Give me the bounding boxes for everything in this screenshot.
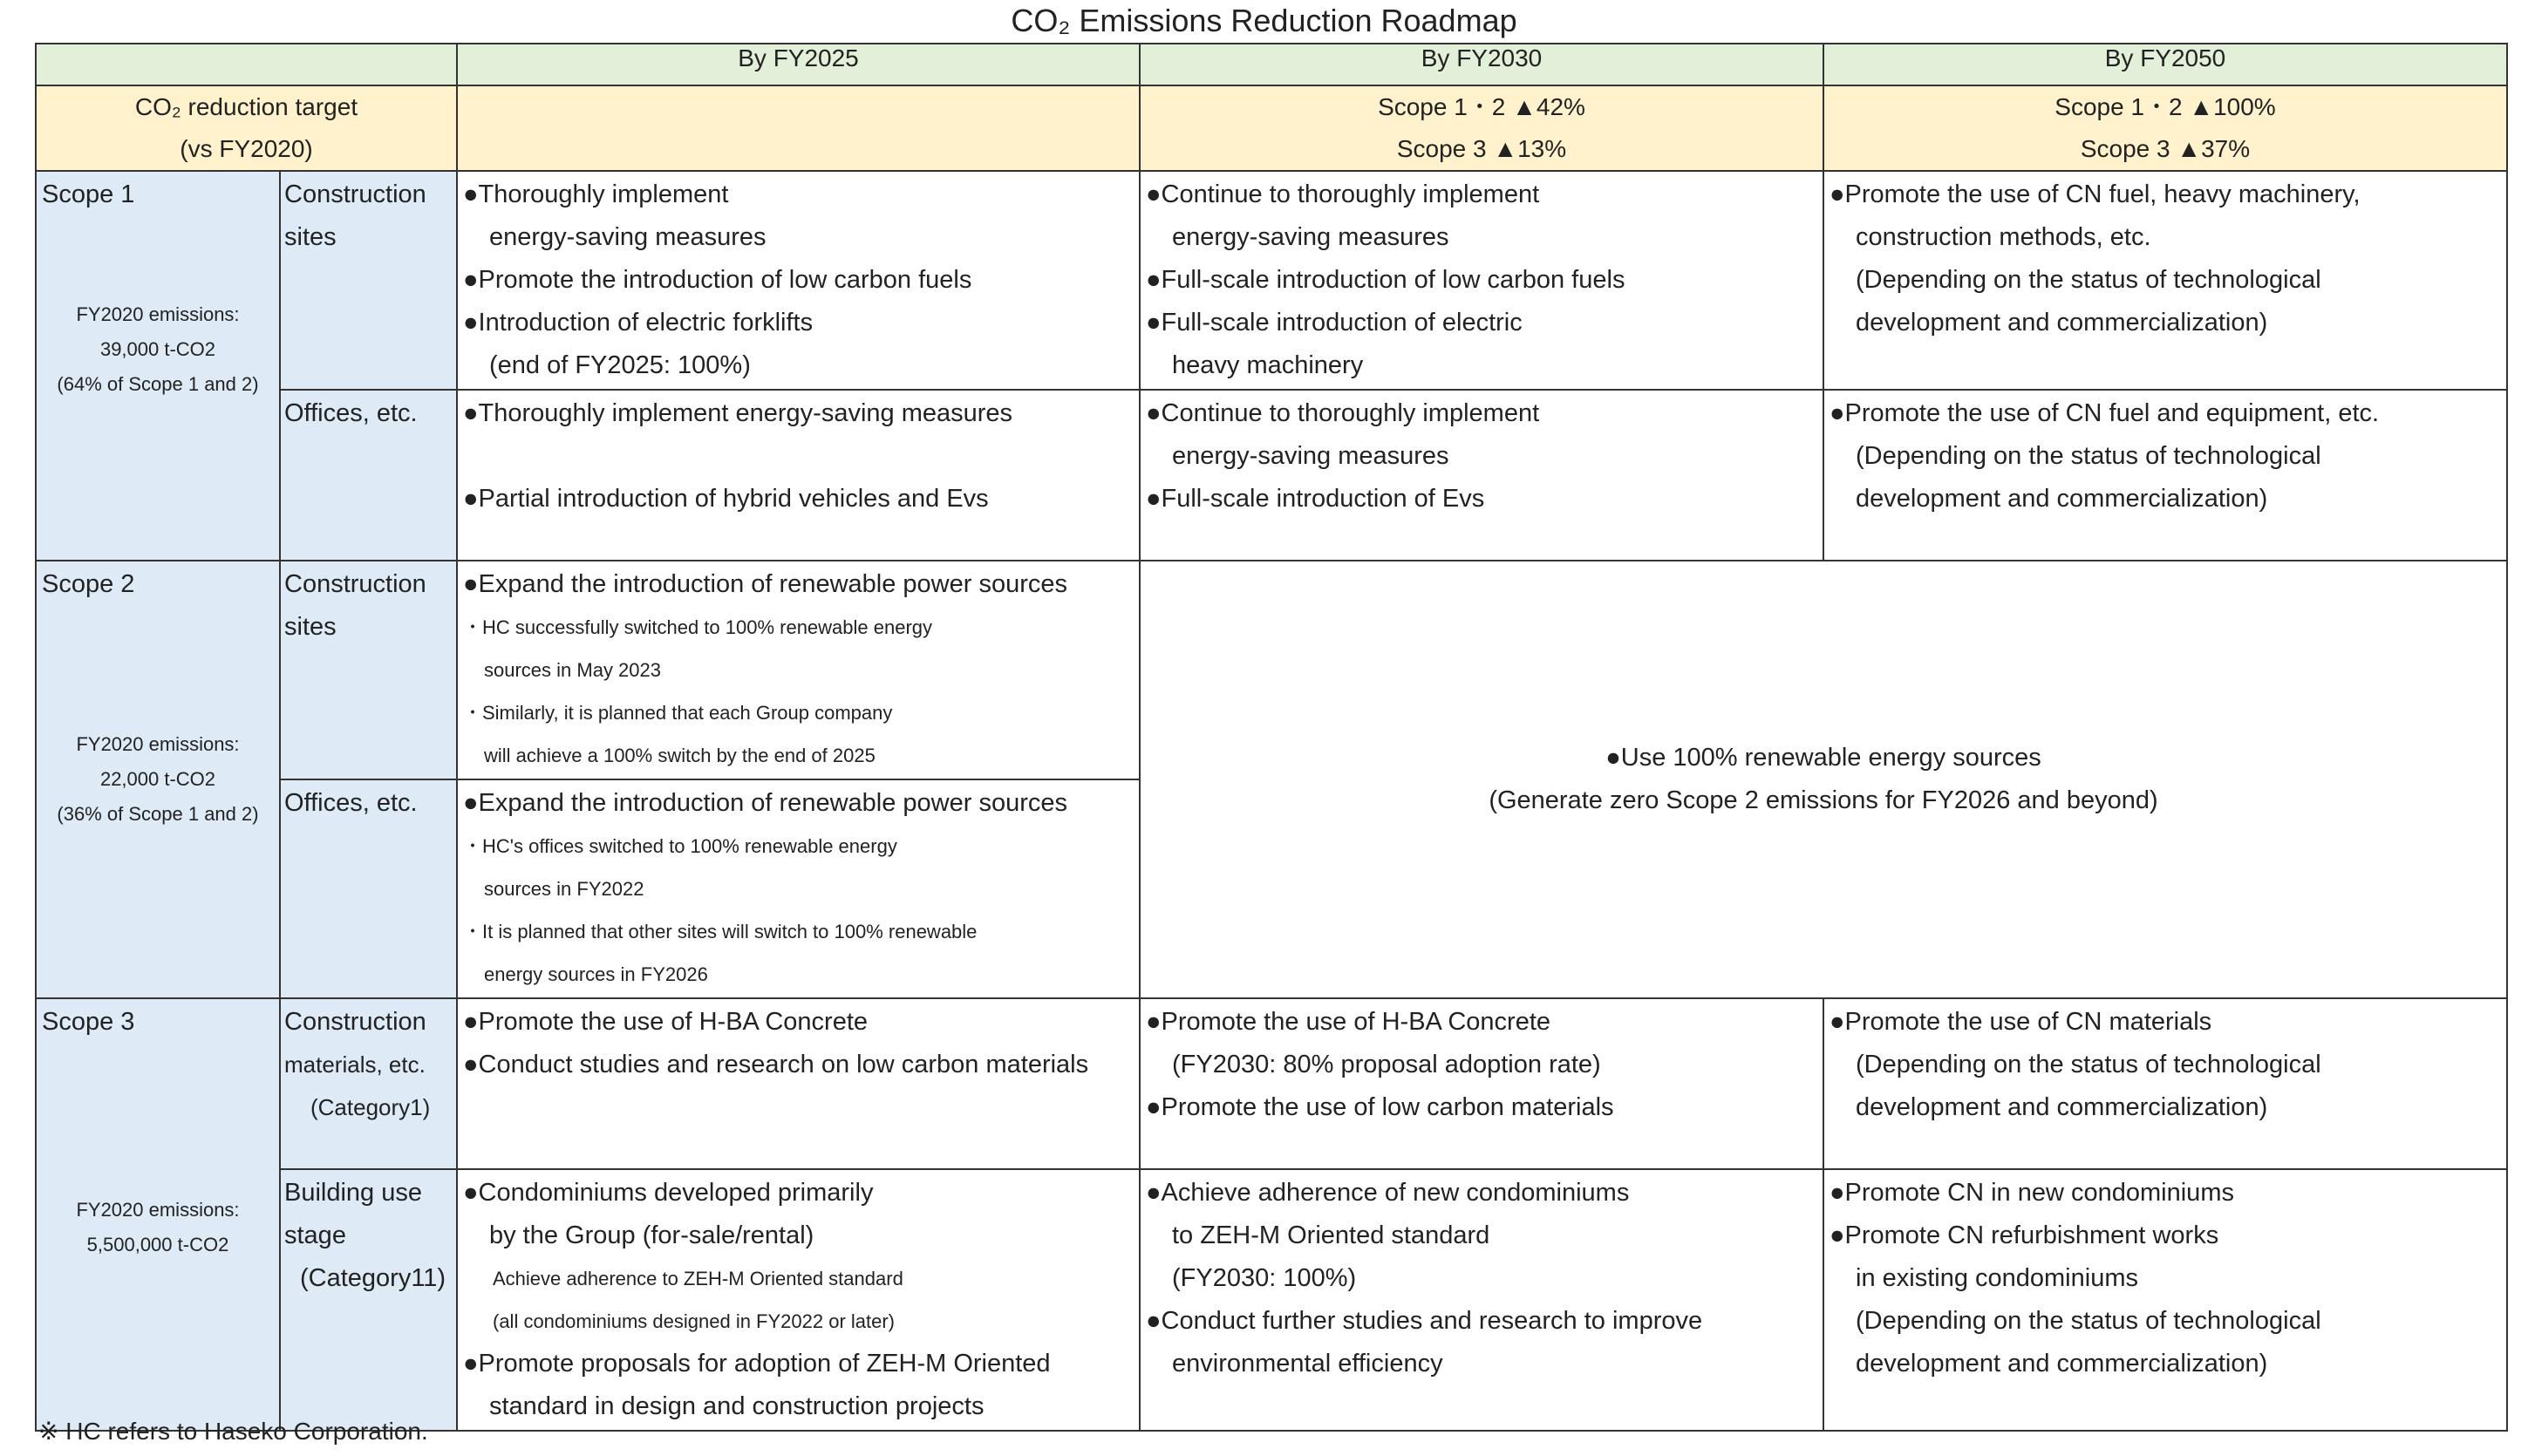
scope-name: Scope 1 (42, 180, 135, 208)
cell-fy2025 (457, 998, 1140, 1169)
cell-fy2025 (457, 779, 1140, 998)
sub-item: ・It is planned that other sites will switch to 100% renewable (463, 921, 978, 942)
target-label (36, 85, 457, 171)
emissions-line: FY2020 emissions: (76, 303, 240, 325)
sub-item-continuation: sources in May 2023 (484, 659, 661, 681)
roadmap-table (35, 43, 2508, 1432)
sub-item: ・Similarly, it is planned that each Group company (463, 702, 893, 724)
page-title: CO₂ Emissions Reduction Roadmap (1011, 3, 1517, 38)
scope-emissions (37, 297, 279, 402)
bullet-item: ●Thoroughly implement (463, 180, 729, 208)
category-label: Construction (284, 180, 426, 208)
bullet-continuation: by the Group (for-sale/rental) (489, 1221, 814, 1249)
category-offices (280, 390, 457, 561)
cell-fy2030 (1140, 171, 1823, 390)
emissions-line: FY2020 emissions: (76, 733, 240, 755)
category-label: sites (284, 223, 337, 251)
emissions-line: FY2020 emissions: (76, 1199, 240, 1221)
cell-fy2050 (1823, 390, 2507, 561)
bullet-continuation: (Generate zero Scope 2 emissions for FY2026 and beyond) (1489, 786, 2158, 814)
emissions-line: 22,000 t-CO2 (99, 768, 216, 790)
target-row (36, 85, 2507, 171)
bullet-item: ●Promote the use of CN fuel, heavy machinery, (1830, 180, 2361, 208)
sub-item-continuation: will achieve a 100% switch by the end of 2025 (484, 745, 876, 766)
bullet-continuation: energy-saving measures (489, 223, 767, 251)
bullet-item: ●Expand the introduction of renewable power sources (463, 570, 1067, 598)
header-row (36, 44, 2507, 85)
bullet-item: ●Promote the use of CN fuel and equipment, etc. (1830, 399, 2380, 427)
bullet-item: ●Promote the use of low carbon materials (1146, 1093, 1614, 1121)
bullet-item: ●Expand the introduction of renewable power sources (463, 789, 1067, 817)
bullet-continuation: construction methods, etc. (1856, 223, 2151, 251)
cell-fy2050 (1823, 171, 2507, 390)
bullet-continuation: (end of FY2025: 100%) (489, 351, 751, 379)
category-label: stage (284, 1221, 346, 1249)
bullet-item: ●Achieve adherence of new condominiums (1146, 1179, 1630, 1207)
category-label: (Category11) (300, 1264, 446, 1292)
bullet-item: ●Use 100% renewable energy sources (1605, 744, 2041, 772)
target-line: Scope 1・2 ▲42% (1378, 93, 1585, 120)
bullet-item: ●Promote the introduction of low carbon fuels (463, 266, 972, 294)
target-line: Scope 3 ▲13% (1396, 135, 1567, 162)
category-label: Building use (284, 1179, 422, 1207)
sub-item: ・HC successfully switched to 100% renewable energy (463, 616, 933, 638)
category-construction-sites (280, 561, 457, 779)
bullet-item: ●Promote CN refurbishment works (1830, 1221, 2219, 1249)
bullet-continuation: (FY2030: 80% proposal adoption rate) (1172, 1051, 1601, 1078)
bullet-item: ●Promote the use of CN materials (1830, 1008, 2212, 1036)
scope-emissions (37, 727, 279, 832)
bullet-continuation: (Depending on the status of technological (1856, 1051, 2321, 1078)
bullet-continuation: standard in design and construction projects (489, 1392, 985, 1420)
sub-item: (all condominiums designed in FY2022 or later) (493, 1310, 896, 1332)
bullet-continuation: (Depending on the status of technological (1856, 1307, 2321, 1335)
cell-fy2030 (1140, 998, 1823, 1169)
bullet-item: ●Full-scale introduction of Evs (1146, 485, 1485, 513)
bullet-item: ●Thoroughly implement energy-saving measures (463, 399, 1013, 427)
bullet-item: ●Continue to thoroughly implement (1146, 399, 1540, 427)
bullet-item: ●Full-scale introduction of low carbon fuels (1146, 266, 1625, 294)
target-line: Scope 1・2 ▲100% (2054, 93, 2276, 120)
target-fy2050 (1823, 85, 2507, 171)
target-label-line: (vs FY2020) (180, 135, 313, 162)
emissions-line: 5,500,000 t-CO2 (86, 1234, 229, 1255)
scope1-offices-row (36, 390, 2507, 561)
scope-emissions (37, 1193, 279, 1262)
scope1-construction-row (36, 171, 2507, 390)
bullet-item: ●Continue to thoroughly implement (1146, 180, 1540, 208)
scope-name: Scope 3 (42, 1008, 135, 1036)
bullet-continuation: environmental efficiency (1172, 1350, 1443, 1378)
emissions-line: (64% of Scope 1 and 2) (57, 373, 259, 395)
cell-fy2025 (457, 1169, 1140, 1431)
bullet-item: ●Promote the use of H-BA Concrete (1146, 1008, 1551, 1036)
scope2-construction-row (36, 561, 2507, 779)
bullet-continuation: development and commercialization) (1856, 1350, 2268, 1378)
bullet-continuation: in existing condominiums (1856, 1264, 2138, 1292)
target-line: Scope 3 ▲37% (2080, 135, 2251, 162)
bullet-continuation: energy-saving measures (1172, 223, 1449, 251)
bullet-continuation: (Depending on the status of technological (1856, 266, 2321, 294)
bullet-item: ●Conduct further studies and research to improve (1146, 1307, 1703, 1335)
bullet-continuation: (FY2030: 100%) (1172, 1264, 1357, 1292)
sub-item: ・HC's offices switched to 100% renewable energy (463, 835, 897, 857)
bullet-item: ●Introduction of electric forklifts (463, 309, 814, 337)
category-label: (Category1) (310, 1094, 431, 1120)
bullet-continuation: heavy machinery (1172, 351, 1364, 379)
scope3-building-row (36, 1169, 2507, 1431)
sub-item-continuation: energy sources in FY2026 (484, 963, 708, 985)
category-label: Construction (284, 570, 426, 598)
bullet-continuation: (Depending on the status of technological (1856, 442, 2321, 470)
emissions-line: 39,000 t-CO2 (99, 338, 216, 360)
header-fy2030: By FY2030 (1140, 44, 1823, 85)
scope3-materials-row (36, 998, 2507, 1169)
bullet-continuation: development and commercialization) (1856, 485, 2268, 513)
bullet-continuation: development and commercialization) (1856, 309, 2268, 337)
scope-name: Scope 2 (42, 570, 135, 598)
cell-fy2025 (457, 390, 1140, 561)
bullet-item: ●Partial introduction of hybrid vehicles and Evs (463, 485, 989, 513)
header-blank (36, 44, 457, 85)
bullet-item: ●Conduct studies and research on low carbon materials (463, 1051, 1089, 1078)
bullet-continuation: to ZEH-M Oriented standard (1172, 1221, 1490, 1249)
cell-fy2030 (1140, 390, 1823, 561)
bullet-item: ●Promote proposals for adoption of ZEH-M Oriented (463, 1350, 1051, 1378)
category-building-use-stage (280, 1169, 457, 1431)
target-fy2025 (457, 85, 1140, 171)
category-construction-materials (280, 998, 457, 1169)
cell-fy2050 (1823, 1169, 2507, 1431)
category-label: sites (284, 613, 337, 641)
footnote: ※ HC refers to Haseko Corporation. (38, 1418, 428, 1445)
category-label: Construction (284, 1008, 426, 1036)
scope3-cell (36, 998, 280, 1431)
sub-item: Achieve adherence to ZEH-M Oriented standard (493, 1268, 903, 1289)
bullet-continuation: development and commercialization) (1856, 1093, 2268, 1121)
scope2-cell (36, 561, 280, 998)
cell-fy2030 (1140, 1169, 1823, 1431)
target-fy2030 (1140, 85, 1823, 171)
target-label-line: CO₂ reduction target (134, 93, 358, 120)
category-construction-sites (280, 171, 457, 390)
bullet-item: ●Full-scale introduction of electric (1146, 309, 1523, 337)
bullet-item: ●Promote CN in new condominiums (1830, 1179, 2234, 1207)
category-label: Offices, etc. (284, 789, 418, 817)
bullet-continuation: energy-saving measures (1172, 442, 1449, 470)
category-label: Offices, etc. (284, 399, 418, 427)
cell-fy2025 (457, 561, 1140, 779)
category-offices (280, 779, 457, 998)
sub-item-continuation: sources in FY2022 (484, 878, 644, 900)
header-fy2025: By FY2025 (457, 44, 1140, 85)
bullet-item: ●Condominiums developed primarily (463, 1179, 874, 1207)
bullet-item: ●Promote the use of H-BA Concrete (463, 1008, 869, 1036)
cell-fy2025 (457, 171, 1140, 390)
scope2-future-cell (1140, 561, 2507, 998)
scope1-cell (36, 171, 280, 561)
cell-fy2050 (1823, 998, 2507, 1169)
header-fy2050: By FY2050 (1823, 44, 2507, 85)
emissions-line: (36% of Scope 1 and 2) (57, 803, 259, 825)
category-label: materials, etc. (284, 1051, 426, 1078)
